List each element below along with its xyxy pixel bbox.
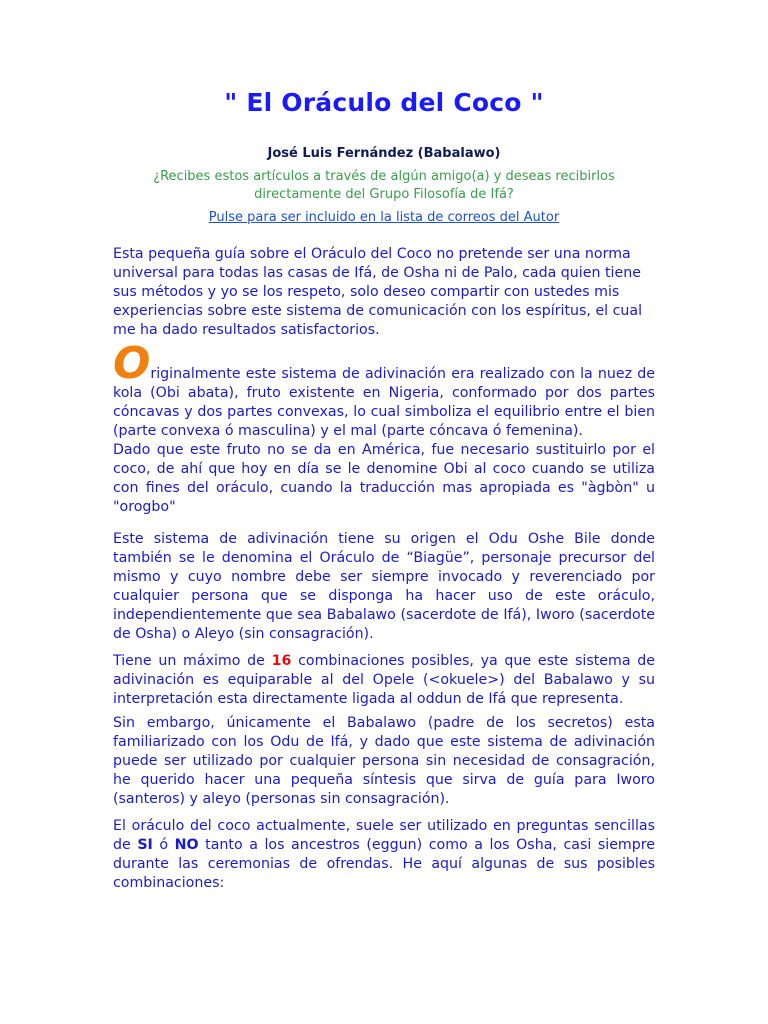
note-line-2: directamente del Grupo Filosofía de Ifá?: [254, 187, 514, 202]
usage-o: ó: [152, 837, 175, 853]
usage-text-a: El oráculo del coco actualmente, suele ser utilizado en preguntas sencillas de: [113, 818, 655, 853]
paragraph-origin: [113, 338, 655, 517]
usage-text-b: tanto a los ancestros (eggun) como a los Osha, casi siempre durante las ceremonias de ofrendas. He aquí algunas de sus posibles combinaciones:: [113, 837, 655, 891]
subscription-note: [134, 168, 634, 204]
paragraph-origin-continued: Dado que este fruto no se da en América, fue necesario sustituirlo por el coco, de ahí que hoy en día se le denomine Obi al coco cuando se utiliza con fines del oráculo, cuando la traducción mas apropiada es "àgbòn" u "orogbo": [113, 442, 655, 515]
paragraph-combinations: [113, 652, 655, 709]
paragraph-babalawo: Sin embargo, únicamente el Babalawo (padre de los secretos) esta familiarizado con los Odu de Ifá, y dado que este sistema de adivinación puede ser utilizado por cualquier persona sin necesidad de consagración, he querido hacer una pequeña síntesis que sirva de guía para Iworo (santeros) y aleyo (personas sin consagración).: [113, 715, 655, 807]
author-line: José Luis Fernández (Babalawo): [267, 146, 501, 161]
note-line-1: ¿Recibes estos artículos a través de algún amigo(a) y deseas recibirlos: [153, 169, 615, 184]
combinations-count: 16: [271, 653, 292, 669]
paragraph-history: Este sistema de adivinación tiene su origen el Odu Oshe Bile donde también se le denomina el Oráculo de “Biagüe”, personaje precursor del mismo y cuyo nombre debe ser siempre invocado y reverenciado por cualquier persona que se disponga ha hacer uso de este oráculo, independientemente que sea Babalawo (sacerdote de Ifá), Iworo (sacerdote de Osha) o Aleyo (sin consagración).: [113, 531, 655, 642]
paragraph-usage: [113, 817, 655, 893]
combinations-text-a: Tiene un máximo de: [113, 653, 272, 669]
document-title: " El Oráculo del Coco ": [224, 88, 544, 117]
paragraph-intro: Esta pequeña guía sobre el Oráculo del Coco no pretende ser una norma universal para todas las casas de Ifá, de Osha ni de Palo, cada quien tiene sus métodos y yo se los respeto, solo deseo compartir con ustedes mis experiencias sobre este sistema de comunicación con los espíritus, el cual me ha dado resultados satisfactorios.: [113, 246, 643, 338]
usage-no: NO: [174, 837, 199, 853]
paragraph-origin-text: riginalmente este sistema de adivinación era realizado con la nuez de kola (Obi abata), fruto existente en Nigeria, conformado por dos partes cóncavas y dos partes convexas, lo cual simboliza el equilibrio entre el bien (parte convexa ó masculina) y el mal (parte cóncava ó femenina).: [113, 366, 655, 439]
mailing-list-link[interactable]: Pulse para ser incluido en la lista de correos del Autor: [208, 210, 560, 225]
usage-si: SI: [137, 837, 153, 853]
drop-cap-letter: O: [113, 338, 151, 389]
combinations-text-b: combinaciones posibles, ya que este sistema de adivinación es equiparable al del Opele (<okuele>) del Babalawo y su interpretación esta directamente ligada al oddun de Ifá que representa.: [113, 653, 655, 707]
